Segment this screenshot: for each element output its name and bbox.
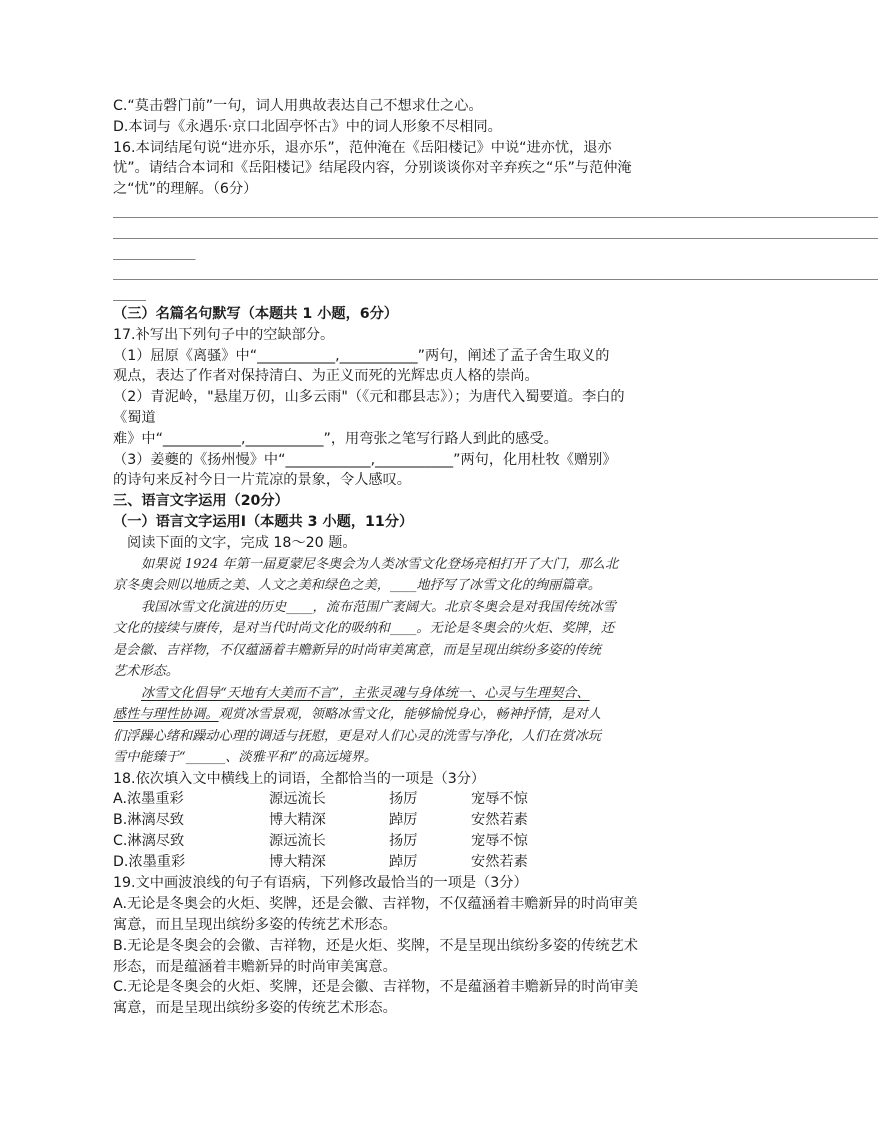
q17-item2-line2: 《蜀道 xyxy=(113,409,156,426)
q19-option-b-line1: B.无论是冬奥会的会徽、吉祥物，还是火炬、奖牌，不是呈现出缤纷多姿的传统艺术 xyxy=(113,937,638,954)
q18-option-a: A.浓墨重彩 源远流长 扬厉 宠辱不惊 xyxy=(113,791,528,808)
passage-p1-line2: 京冬奥会则以地质之美、人文之美和绿色之美，____地抒写了冰雪文化的绚丽篇章。 xyxy=(113,578,601,594)
q19-option-c-line2: 寓意，而是呈现出缤纷多姿的传统艺术形态。 xyxy=(113,1000,397,1017)
q17-item3-line1: （3）姜夔的《扬州慢》中“____________,___________”两句，化用杜牧《赠别》 xyxy=(113,451,617,468)
answer-line: _____________________________________________________________________________________________ xyxy=(113,264,878,281)
q19-option-c-line1: C.无论是冬奥会的火炬、奖牌，还是会徽、吉祥物，不是蕴涵着丰赡新异的时尚审美 xyxy=(113,979,639,996)
blank-3: ____ xyxy=(389,621,417,637)
q17-item1-line1: （1）屈原《离骚》中“___________,___________”两句，阐述了孟子舍生取义的 xyxy=(113,347,610,364)
passage-p3-line1-wavy: 冰雪文化倡导“天地有大美而不言”，主张灵魂与身体统一、心灵与生理契合、 xyxy=(141,685,590,701)
passage-p2-line1: 我国冰雪文化演进的历史____，流布范围广袤阔大。北京冬奥会是对我国传统冰雪 xyxy=(141,599,616,615)
answer-line-short: ____ xyxy=(113,285,146,302)
passage-p3-line2: 感性与理性协调。观赏冰雪景观，领略冰雪文化，能够愉悦身心，畅神抒情，是对人 xyxy=(113,707,601,723)
part-3-heading: 三、语言文字运用（20分） xyxy=(113,493,289,510)
passage-p1-line1: 如果说 1924 年第一届夏蒙尼冬奥会为人类冰雪文化登场亮相打开了大门，那么北 xyxy=(141,556,619,572)
q18-stem: 18.依次填入文中横线上的词语，全都恰当的一项是（3分） xyxy=(113,770,486,787)
q18-option-d: D.浓墨重彩 博大精深 踔厉 安然若素 xyxy=(113,854,528,871)
q16-stem-line2: 忧”。请结合本词和《岳阳楼记》结尾段内容，分别谈谈你对辛弃疾之“乐”与范仲淹 xyxy=(113,160,632,177)
answer-line: _____________________________________________________________________________________________ xyxy=(113,222,878,239)
blank-1: ____ xyxy=(389,578,417,594)
q19-option-b-line2: 形态，而是蕴涵着丰赡新异的时尚审美寓意。 xyxy=(113,958,397,975)
q17-item2-line3: 难》中“___________,___________”，用弯张之笔写行路人到此的感受。 xyxy=(113,430,558,447)
q19-option-a-line1: A.无论是冬奥会的火炬、奖牌，还是会徽、吉祥物，不仅蕴涵着丰赡新异的时尚审美 xyxy=(113,896,638,913)
exam-page xyxy=(113,96,878,1019)
reading-instruction: 阅读下面的文字，完成 18～20 题。 xyxy=(127,534,357,551)
q18-option-c: C.淋漓尽致 源远流长 扬厉 宠辱不惊 xyxy=(113,833,528,850)
passage-p3-line3: 们浮躁心绪和躁动心理的调适与抚慰，更是对人们心灵的洗雪与净化，人们在赏冰玩 xyxy=(113,728,601,744)
answer-line-short: __________ xyxy=(113,243,196,260)
q17-item1-line2: 观点，表达了作者对保持清白、为正义而死的光辉忠贞人格的崇尚。 xyxy=(113,368,539,385)
q16-stem-line1: 16.本词结尾句说“进亦乐，退亦乐”，范仲淹在《岳阳楼记》中说“进亦忧，退亦 xyxy=(113,139,612,156)
part-3-sub1-heading: （一）语言文字运用Ⅰ（本题共 3 小题，11分） xyxy=(113,513,414,530)
passage-p2-line4: 艺术形态。 xyxy=(113,664,179,680)
q17-stem: 17.补写出下列句子中的空缺部分。 xyxy=(113,326,335,343)
wavy-underlined-sentence: 感性与理性协调。 xyxy=(113,707,219,723)
section-3-heading: （三）名篇名句默写（本题共 1 小题，6分） xyxy=(113,305,398,322)
option-d-q15: D.本词与《永遇乐·京口北固亭怀古》中的词人形象不尽相同。 xyxy=(113,118,502,135)
q19-stem: 19.文中画波浪线的句子有语病，下列修改最恰当的一项是（3分） xyxy=(113,875,528,892)
q18-option-b: B.淋漓尽致 博大精深 踔厉 安然若素 xyxy=(113,812,528,829)
answer-line: _____________________________________________________________________________________________ xyxy=(113,201,878,218)
blank-2: ____ xyxy=(286,599,313,615)
passage-p2-line2: 文化的接续与赓传，是对当代时尚文化的吸纳和____。无论是冬奥会的火炬、奖牌，还 xyxy=(113,621,615,637)
q16-stem-line3: 之“忧”的理解。（6分） xyxy=(113,181,258,198)
reading-passage xyxy=(113,554,683,769)
q17-item2-line1: （2）青泥岭，"悬崖万仞，山多云雨"（《元和郡县志》）；为唐代入蜀要道。李白的 xyxy=(113,389,625,406)
q19-option-a-line2: 寓意，而且呈现出缤纷多姿的传统艺术形态。 xyxy=(113,916,397,933)
blank-4: ______ xyxy=(185,750,226,766)
option-c-q15: C.“莫击磬门前”一句，词人用典故表达自己不想求仕之心。 xyxy=(113,98,483,114)
passage-p3-line4: 雪中能臻于“______、淡雅平和”的高远境界。 xyxy=(113,750,378,766)
q17-item3-line2: 的诗句来反衬今日一片荒凉的景象，令人感叹。 xyxy=(113,472,411,489)
passage-p2-line3: 是会徽、吉祥物，不仅蕴涵着丰赡新异的时尚审美寓意，而是呈现出缤纷多姿的传统 xyxy=(113,642,601,658)
